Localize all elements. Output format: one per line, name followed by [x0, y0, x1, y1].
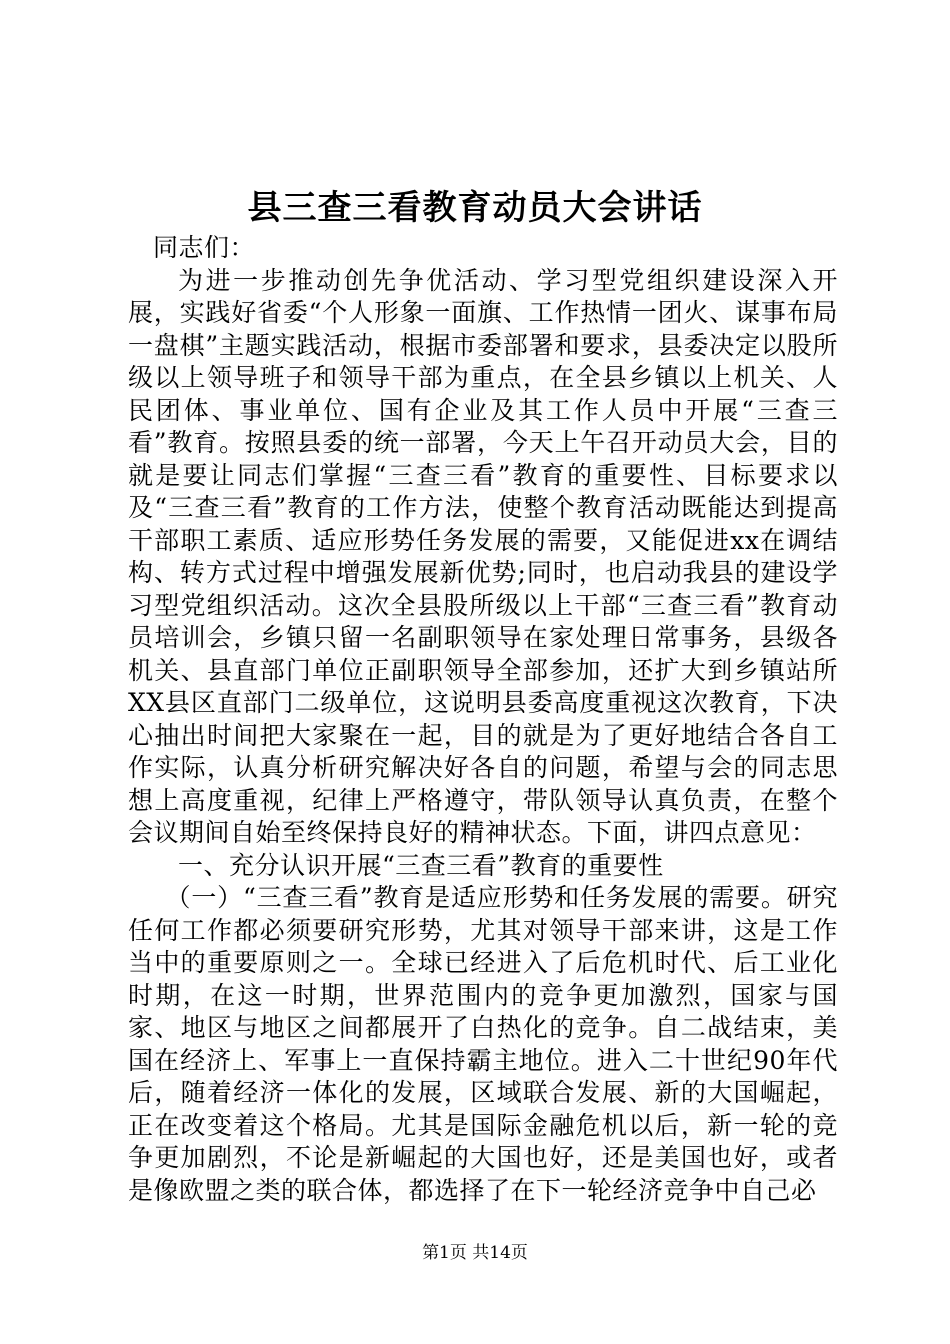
page-title: 县三查三看教育动员大会讲话: [247, 188, 703, 228]
subsection-paragraph: （一）“三查三看”教育是适应形势和任务发展的需要。研究任何工作都必须要研究形势，尤其对领导干部来讲，这是工作当中的重要原则之一。全球已经进入了后危机时代、后工业化时期，在这一时期，世界范围内的竞争更加激烈，国家与国家、地区与地区之间都展开了白热化的竞争。自二战结束，美国在经济上、军事上一直保持霸主地位。进入二十世纪90年代后，随着经济一体化的发展，区域联合发展、新的大国崛起，正在改变着这个格局。尤其是国际金融危机以后，新一轮的竞争更加剧烈，不论是新崛起的大国也好，还是美国也好，或者是像欧盟之类的联合体，都选择了在下一轮经济竞争中自己必: [128, 883, 838, 1205]
document-body: [128, 232, 838, 1207]
section-heading: 一、充分认识开展“三查三看”教育的重要性: [178, 850, 664, 880]
paragraph-intro: 为进一步推动创先争优活动、学习型党组织建设深入开展，实践好省委“个人形象一面旗、工作热情一团火、谋事布局一盘棋”主题实践活动，根据市委部署和要求，县委决定以股所级以上领导班子和领导干部为重点，在全县乡镇以上机关、人民团体、事业单位、国有企业及其工作人员中开展“三查三看”教育。按照县委的统一部署，今天上午召开动员大会，目的就是要让同志们掌握“三查三看”教育的重要性、目标要求以及“三查三看”教育的工作方法，使整个教育活动既能达到提高干部职工素质、适应形势任务发展的需要，又能促进xx在调结构、转方式过程中增强发展新优势;同时，也启动我县的建设学习型党组织活动。这次全县股所级以上干部“三查三看”教育动员培训会，乡镇只留一名副职领导在家处理日常事务，县级各机关、县直部门单位正副职领导全部参加，还扩大到乡镇站所XX县区直部门二级单位，这说明县委高度重视这次教育，下决心抽出时间把大家聚在一起，目的就是为了更好地结合各自工作实际，认真分析研究解决好各自的问题，希望与会的同志思想上高度重视，纪律上严格遵守，带队领导认真负责，在整个会议期间自始至终保持良好的精神状态。下面，讲四点意见：: [128, 265, 838, 847]
page-number-footer: 第1页 共14页: [422, 1243, 528, 1263]
greeting: 同志们：: [153, 233, 256, 262]
